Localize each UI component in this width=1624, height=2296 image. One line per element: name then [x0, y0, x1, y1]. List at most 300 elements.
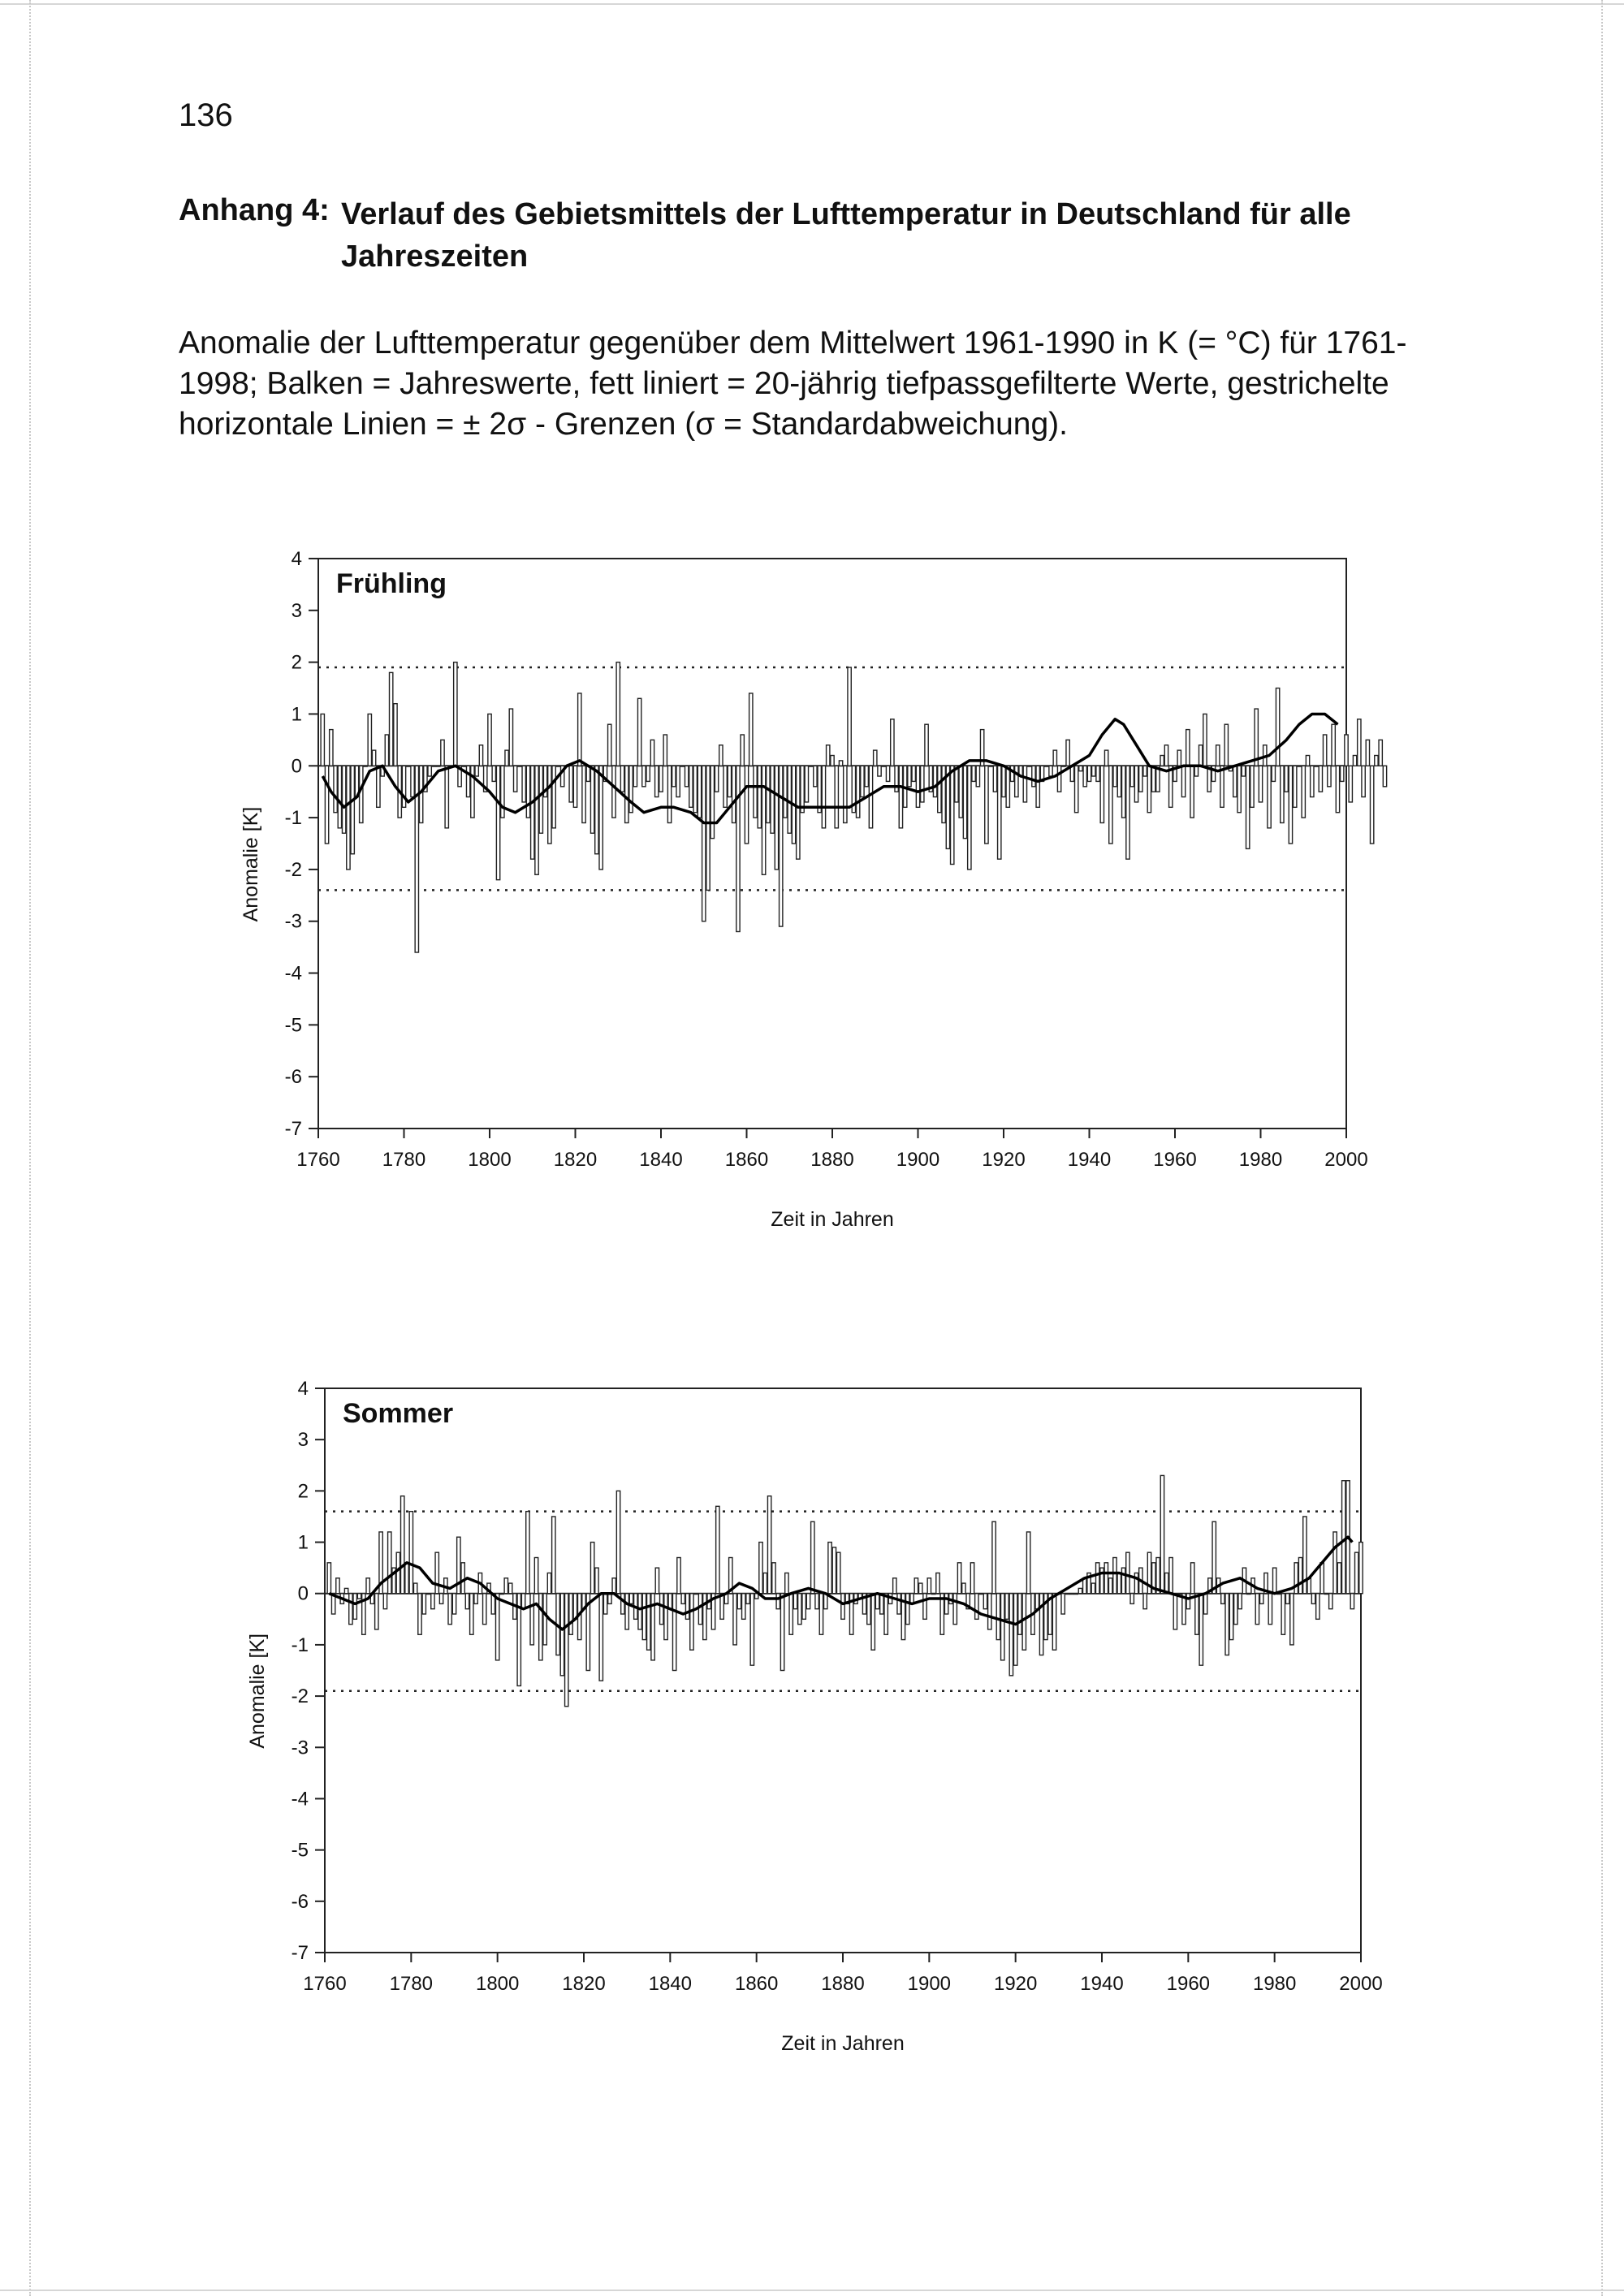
data-bar	[336, 1578, 339, 1594]
data-bar	[492, 766, 495, 781]
data-bar	[479, 745, 482, 766]
data-bar	[1001, 1594, 1004, 1660]
data-bar	[1092, 766, 1095, 776]
y-tick-label: 0	[297, 1582, 309, 1605]
data-bar	[1075, 766, 1078, 812]
data-bar	[951, 766, 954, 864]
data-bar	[871, 1594, 875, 1651]
data-bar	[521, 1594, 525, 1609]
data-bar	[1079, 766, 1082, 770]
data-bar	[383, 1594, 387, 1609]
data-bar	[891, 719, 894, 766]
plot-frame	[325, 1388, 1361, 1953]
data-bar	[875, 1594, 879, 1609]
x-axis-label: Zeit in Jahren	[781, 2032, 905, 2055]
data-bar	[811, 1521, 814, 1593]
data-bar	[672, 1594, 676, 1671]
x-tick-label: 1800	[475, 1973, 520, 1995]
y-tick-label: -7	[284, 1118, 302, 1140]
data-bar	[1070, 1594, 1073, 1595]
data-bar	[1061, 1594, 1065, 1614]
data-bar	[1057, 766, 1060, 792]
data-bar	[914, 1578, 918, 1594]
data-bar	[1355, 1552, 1358, 1594]
data-bar	[347, 766, 350, 870]
data-bar	[454, 662, 457, 766]
y-tick-label: 0	[291, 755, 302, 778]
page-bottom-rule	[0, 2290, 1624, 2291]
data-bar	[936, 1573, 939, 1593]
data-bar	[1268, 1594, 1272, 1625]
appendix-title: Verlauf des Gebietsmittels der Lufttemperatur in Deutschland für alle Jahreszeiten	[341, 197, 1351, 274]
spring-chart-svg	[0, 536, 1624, 1250]
y-tick-label: -1	[291, 1634, 309, 1656]
data-bar	[1164, 745, 1168, 766]
data-bar	[495, 1594, 499, 1660]
data-bar	[856, 766, 859, 818]
data-bar	[330, 730, 333, 766]
data-bar	[1375, 756, 1378, 766]
data-bar	[664, 1594, 667, 1640]
x-tick-label: 1820	[553, 1149, 598, 1171]
data-bar	[1181, 766, 1185, 796]
data-bar	[1026, 1532, 1030, 1594]
data-bar	[488, 714, 491, 766]
data-bar	[1319, 766, 1322, 792]
data-bar	[1237, 766, 1241, 812]
data-bar	[431, 1594, 434, 1609]
data-bar	[1345, 735, 1348, 766]
data-bar	[802, 1594, 806, 1620]
data-bar	[413, 1583, 417, 1594]
data-bar	[919, 1583, 922, 1594]
data-bar	[1091, 1583, 1095, 1594]
data-bar	[396, 1552, 400, 1594]
data-bar	[772, 1563, 775, 1594]
data-bar	[1015, 766, 1018, 796]
data-bar	[784, 766, 787, 818]
data-bar	[1143, 1594, 1147, 1609]
data-bar	[531, 766, 534, 859]
data-bar	[780, 1594, 784, 1671]
data-bar	[1160, 1475, 1164, 1593]
data-bar	[942, 766, 945, 822]
data-bar	[979, 1594, 983, 1595]
data-bar	[1147, 766, 1151, 812]
data-bar	[647, 1594, 650, 1651]
data-bar	[861, 766, 864, 796]
y-tick-label: -2	[284, 858, 302, 881]
data-bar	[988, 1594, 991, 1629]
data-bar	[1169, 766, 1173, 807]
data-bar	[865, 766, 868, 787]
spring-chart	[0, 536, 1624, 1250]
data-bar	[998, 766, 1001, 859]
y-tick-label: -3	[284, 910, 302, 933]
data-bar	[625, 1594, 628, 1629]
data-bar	[767, 1496, 771, 1594]
data-bar	[504, 1578, 508, 1594]
data-bar	[595, 766, 598, 853]
data-bar	[402, 766, 405, 807]
data-bar	[698, 1594, 702, 1625]
data-bar	[642, 1594, 646, 1640]
y-tick-label: -3	[291, 1737, 309, 1759]
data-bar	[788, 766, 791, 833]
data-bar	[1336, 766, 1339, 812]
data-bar	[385, 735, 388, 766]
data-bar	[819, 1594, 823, 1635]
x-tick-label: 1840	[648, 1973, 693, 1995]
data-bar	[1289, 766, 1292, 844]
data-bar	[445, 766, 448, 828]
data-bar	[685, 766, 688, 787]
data-bar	[844, 766, 847, 822]
x-tick-label: 1760	[296, 1149, 340, 1171]
data-bar	[976, 766, 979, 787]
data-bar	[1234, 1594, 1237, 1625]
data-bar	[690, 1594, 693, 1651]
x-tick-label: 1980	[1252, 1973, 1297, 1995]
data-bar	[1246, 766, 1250, 848]
data-bar	[1104, 750, 1108, 766]
data-bar	[742, 1594, 745, 1620]
data-bar	[1276, 688, 1279, 766]
data-bar	[938, 766, 941, 812]
y-tick-label: 2	[291, 651, 302, 674]
data-bar	[655, 766, 659, 796]
data-bar	[1117, 766, 1121, 796]
data-bar	[1018, 1594, 1021, 1635]
data-bar	[375, 1594, 378, 1629]
data-bar	[659, 766, 663, 792]
data-bar	[1285, 1594, 1289, 1604]
data-bar	[897, 1594, 901, 1614]
data-bar	[470, 1594, 473, 1635]
data-bar	[526, 766, 529, 818]
data-bar	[1195, 1594, 1199, 1635]
data-bar	[1096, 1563, 1099, 1594]
data-bar	[334, 766, 337, 812]
data-bar	[983, 1594, 987, 1609]
data-bar	[1281, 1594, 1285, 1635]
data-bar	[599, 766, 603, 870]
data-bar	[1186, 1594, 1190, 1609]
data-bar	[620, 766, 624, 792]
data-bar	[925, 724, 928, 766]
data-bar	[1134, 1573, 1138, 1593]
data-bar	[1221, 1594, 1224, 1604]
data-bar	[944, 1594, 948, 1614]
data-bar	[723, 766, 727, 807]
data-bar	[1036, 766, 1039, 807]
data-bar	[1177, 750, 1181, 766]
data-bar	[663, 735, 667, 766]
x-tick-label: 1880	[810, 1149, 854, 1171]
data-bar	[1113, 1558, 1116, 1594]
x-tick-label: 1920	[993, 1973, 1038, 1995]
data-bar	[466, 766, 469, 796]
data-bar	[955, 766, 958, 802]
data-bar	[963, 766, 966, 838]
data-bar	[1100, 766, 1104, 822]
data-bar	[1052, 1594, 1056, 1651]
data-bar	[908, 766, 911, 787]
y-tick-label: -1	[284, 807, 302, 830]
data-bar	[793, 1594, 797, 1609]
data-bar	[703, 1594, 706, 1640]
y-tick-label: 4	[297, 1378, 309, 1400]
plot-frame	[318, 559, 1346, 1129]
data-bar	[388, 1532, 391, 1594]
data-bar	[409, 1512, 412, 1594]
x-tick-label: 1780	[389, 1973, 434, 1995]
data-bar	[465, 1594, 469, 1609]
data-bar	[953, 1594, 957, 1625]
data-bar	[1272, 1568, 1276, 1594]
data-bar	[1349, 766, 1352, 802]
data-bar	[441, 740, 444, 766]
data-bar	[377, 766, 380, 807]
data-bar	[1220, 766, 1224, 807]
data-bar	[1186, 730, 1190, 766]
data-bar	[1104, 1563, 1108, 1594]
data-bar	[448, 1594, 451, 1625]
data-bar	[360, 766, 363, 822]
data-bar	[439, 1594, 443, 1604]
data-bar	[728, 766, 731, 796]
data-bar	[1065, 1594, 1069, 1595]
data-bar	[655, 1568, 659, 1594]
data-bar	[745, 766, 748, 844]
data-bar	[878, 766, 881, 776]
data-bar	[353, 1594, 356, 1620]
data-bar	[496, 766, 499, 879]
data-bar	[916, 766, 919, 807]
data-bar	[719, 745, 723, 766]
data-bar	[771, 766, 774, 833]
data-bar	[418, 1594, 421, 1635]
data-bar	[1173, 1594, 1177, 1629]
data-bar	[1342, 1481, 1345, 1594]
data-bar	[694, 1594, 698, 1595]
y-tick-label: 2	[297, 1480, 309, 1503]
x-tick-label: 1840	[639, 1149, 683, 1171]
data-bar	[1323, 735, 1326, 766]
data-bar	[1005, 1594, 1009, 1620]
data-bar	[539, 766, 542, 833]
data-bar	[737, 1594, 741, 1609]
data-bar	[789, 1594, 793, 1635]
data-bar	[1260, 1594, 1263, 1604]
data-bar	[715, 766, 718, 792]
data-bar	[867, 1594, 870, 1625]
data-bar	[848, 667, 851, 766]
data-bar	[351, 766, 354, 853]
data-bar	[667, 766, 671, 822]
data-bar	[560, 1594, 564, 1676]
y-axis-label: Anomalie [K]	[246, 1633, 269, 1749]
data-bar	[1169, 1558, 1173, 1594]
data-bar	[798, 1594, 801, 1625]
data-bar	[1194, 766, 1198, 776]
y-tick-label: -7	[291, 1942, 309, 1964]
data-bar	[526, 1512, 529, 1594]
data-bar	[474, 1594, 477, 1604]
data-bar	[1108, 1578, 1112, 1594]
page-number: 136	[179, 97, 233, 133]
data-bar	[893, 1578, 896, 1594]
data-bar	[732, 766, 736, 822]
data-bar	[637, 698, 641, 766]
data-bar	[1259, 766, 1262, 802]
data-bar	[1366, 740, 1369, 766]
data-bar	[750, 1594, 754, 1665]
data-bar	[912, 766, 915, 781]
data-bar	[702, 766, 706, 921]
x-tick-label: 1940	[1080, 1973, 1124, 1995]
data-bar	[831, 756, 834, 766]
data-bar	[573, 766, 577, 807]
data-bar	[1009, 1594, 1013, 1676]
data-bar	[1359, 1543, 1363, 1594]
y-tick-label: 1	[291, 703, 302, 726]
data-bar	[344, 1588, 348, 1593]
data-bar	[372, 750, 375, 766]
y-tick-label: 3	[297, 1429, 309, 1452]
x-tick-label: 1780	[382, 1149, 426, 1171]
data-bar	[1272, 766, 1275, 781]
data-bar	[841, 1594, 844, 1620]
data-bar	[1233, 766, 1237, 796]
data-bar	[1332, 724, 1335, 766]
data-bar	[767, 766, 770, 822]
data-bar	[758, 766, 761, 828]
data-bar	[1022, 1594, 1026, 1651]
data-bar	[612, 1578, 615, 1594]
data-bar	[837, 1552, 840, 1594]
x-tick-label: 1900	[896, 1149, 940, 1171]
data-bar	[1255, 709, 1258, 766]
data-bar	[422, 1594, 425, 1614]
data-bar	[959, 766, 962, 818]
data-bar	[599, 1594, 603, 1681]
data-bar	[1311, 1594, 1315, 1604]
data-bar	[394, 704, 397, 766]
data-bar	[590, 1543, 594, 1594]
data-bar	[685, 1594, 689, 1620]
data-bar	[578, 693, 581, 766]
data-bar	[1358, 719, 1361, 766]
data-bar	[552, 1517, 555, 1594]
x-tick-label: 1860	[724, 1149, 769, 1171]
data-bar	[720, 1594, 723, 1620]
data-bar	[970, 1563, 974, 1594]
data-bar	[780, 766, 783, 926]
data-bar	[1032, 766, 1035, 787]
data-bar	[1250, 766, 1254, 807]
data-bar	[775, 766, 778, 870]
data-bar	[405, 1563, 408, 1594]
data-bar	[1329, 1594, 1332, 1609]
data-bar	[1247, 1594, 1250, 1595]
data-bar	[646, 766, 650, 781]
data-bar	[539, 1594, 542, 1660]
data-bar	[1151, 766, 1155, 792]
data-bar	[1078, 1588, 1082, 1593]
data-bar	[513, 766, 516, 792]
page-top-rule	[0, 3, 1624, 5]
data-bar	[1203, 714, 1207, 766]
data-bar	[931, 1594, 935, 1595]
y-tick-label: -5	[291, 1839, 309, 1862]
data-bar	[1285, 766, 1288, 792]
data-bar	[530, 1594, 533, 1645]
data-bar	[1160, 756, 1164, 766]
data-bar	[1298, 1558, 1302, 1594]
data-bar	[1333, 1532, 1337, 1594]
data-bar	[1023, 766, 1026, 802]
data-bar	[716, 1506, 719, 1593]
data-bar	[1225, 1594, 1229, 1655]
data-bar	[805, 766, 808, 802]
data-bar	[1341, 766, 1344, 781]
data-bar	[754, 766, 757, 818]
data-bar	[1035, 1594, 1039, 1609]
data-bar	[1281, 766, 1284, 822]
data-bar	[815, 1594, 818, 1609]
x-tick-label: 1760	[303, 1973, 347, 1995]
data-bar	[1083, 766, 1086, 787]
data-bar	[509, 709, 512, 766]
data-bar	[1362, 766, 1365, 796]
y-tick-label: -5	[284, 1014, 302, 1037]
data-bar	[461, 1563, 464, 1594]
data-bar	[927, 1578, 931, 1594]
data-bar	[762, 766, 765, 874]
data-bar	[992, 1521, 996, 1593]
data-bar	[681, 1594, 685, 1604]
figure-caption: Anomalie der Lufttemperatur gegenüber dem Mittelwert 1961-1990 in K (= °C) für 1761-1998; Balken = Jahreswerte, fett liniert = 20-jährig tiefpassgefilterte Werte, gestrichelte horizontale Linien = ± 2σ - Grenzen (σ = Standardabweichung).	[179, 326, 1407, 442]
data-bar	[1074, 1594, 1078, 1595]
data-bar	[569, 766, 572, 802]
data-bar	[633, 766, 637, 787]
x-tick-label: 2000	[1324, 1149, 1368, 1171]
data-bar	[1328, 766, 1331, 787]
data-bar	[1337, 1563, 1341, 1594]
data-bar	[616, 1491, 620, 1593]
data-bar	[547, 1573, 551, 1593]
data-bar	[1216, 745, 1220, 766]
y-axis-label: Anomalie [K]	[240, 806, 262, 922]
data-bar	[500, 1594, 503, 1595]
data-bar	[368, 714, 371, 766]
data-bar	[582, 766, 585, 822]
data-bar	[608, 1594, 611, 1604]
data-bar	[590, 766, 594, 833]
data-bar	[1087, 766, 1091, 781]
data-bar	[483, 1594, 486, 1625]
data-bar	[603, 1594, 607, 1614]
data-bar	[1190, 766, 1194, 818]
data-bar	[426, 1594, 430, 1595]
data-bar	[1212, 1521, 1216, 1593]
y-tick-label: -6	[291, 1890, 309, 1913]
x-tick-label: 1900	[907, 1973, 952, 1995]
data-bar	[899, 766, 902, 828]
data-bar	[608, 724, 611, 766]
data-bar	[746, 1594, 749, 1604]
